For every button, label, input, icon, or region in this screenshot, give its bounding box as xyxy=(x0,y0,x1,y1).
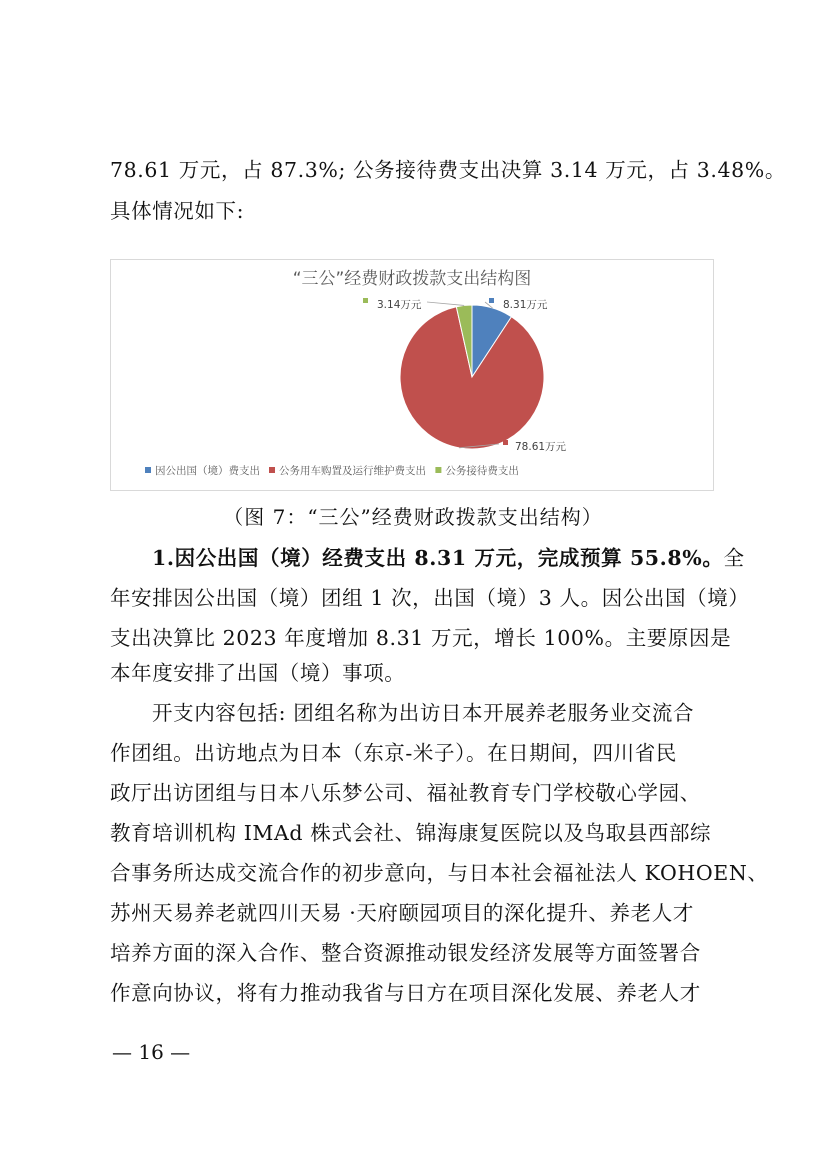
section1-line: 本年度安排了出国（境）事项。 xyxy=(110,661,406,685)
section2-first-line: 开支内容包括: 团组名称为出访日本开展养老服务业交流合 xyxy=(152,701,695,725)
intro-line-2: 具体情况如下: xyxy=(110,199,245,223)
page-number: — 16 — xyxy=(112,1040,191,1064)
section2-line: 政厅出访团组与日本八乐梦公司、福祉教育专门学校敬心学园、 xyxy=(110,781,701,805)
chart-title: “三公”经费财政拨款支出结构图 xyxy=(292,269,532,289)
section1-heading-line xyxy=(152,546,745,570)
leader-line xyxy=(427,302,464,305)
section2-line: 合事务所达成交流合作的初步意向，与日本社会福祉法人 KOHOEN、 xyxy=(110,861,769,885)
section2-line: 作意向协议，将有力推动我省与日方在项目深化发展、养老人才 xyxy=(110,981,701,1005)
data-label: 3.14万元 xyxy=(377,299,422,311)
data-label-marker xyxy=(489,298,494,303)
legend-entry: 公务接待费支出 xyxy=(445,465,519,477)
section2-line: 教育培训机构 IMAd 株式会社、锦海康复医院以及鸟取县西部综 xyxy=(110,821,712,845)
pie-chart-container xyxy=(110,259,714,491)
data-label-marker xyxy=(363,298,368,303)
legend-swatch xyxy=(145,467,151,473)
data-label-marker xyxy=(503,440,508,445)
section2-line: 作团组。出访地点为日本（东京-米子）。在日期间，四川省民 xyxy=(110,741,677,765)
legend-swatch xyxy=(435,467,441,473)
section1-heading: 1.因公出国（境）经费支出 8.31 万元，完成预算 55.8%。 xyxy=(152,546,724,570)
section1-heading-tail: 全 xyxy=(723,546,745,570)
intro-line-1: 78.61 万元，占 87.3%; 公务接待费支出决算 3.14 万元，占 3.48%。 xyxy=(110,158,786,182)
pie-chart xyxy=(111,260,713,490)
section2-line: 苏州天易养老就四川天易 ·天府颐园项目的深化提升、养老人才 xyxy=(110,901,694,925)
section1-line: 年安排因公出国（境）团组 1 次，出国（境）3 人。因公出国（境） xyxy=(110,586,750,610)
figure-caption: （图 7：“三公”经费财政拨款支出结构） xyxy=(223,505,603,529)
legend-entry: 公务用车购置及运行维护费支出 xyxy=(279,465,426,477)
legend-swatch xyxy=(269,467,275,473)
section1-line: 支出决算比 2023 年度增加 8.31 万元，增长 100%。主要原因是 xyxy=(110,626,732,650)
data-label: 78.61万元 xyxy=(515,441,567,453)
legend-entry: 因公出国（境）费支出 xyxy=(155,465,260,477)
data-label: 8.31万元 xyxy=(503,299,548,311)
section2-line: 培养方面的深入合作、整合资源推动银发经济发展等方面签署合 xyxy=(110,941,701,965)
